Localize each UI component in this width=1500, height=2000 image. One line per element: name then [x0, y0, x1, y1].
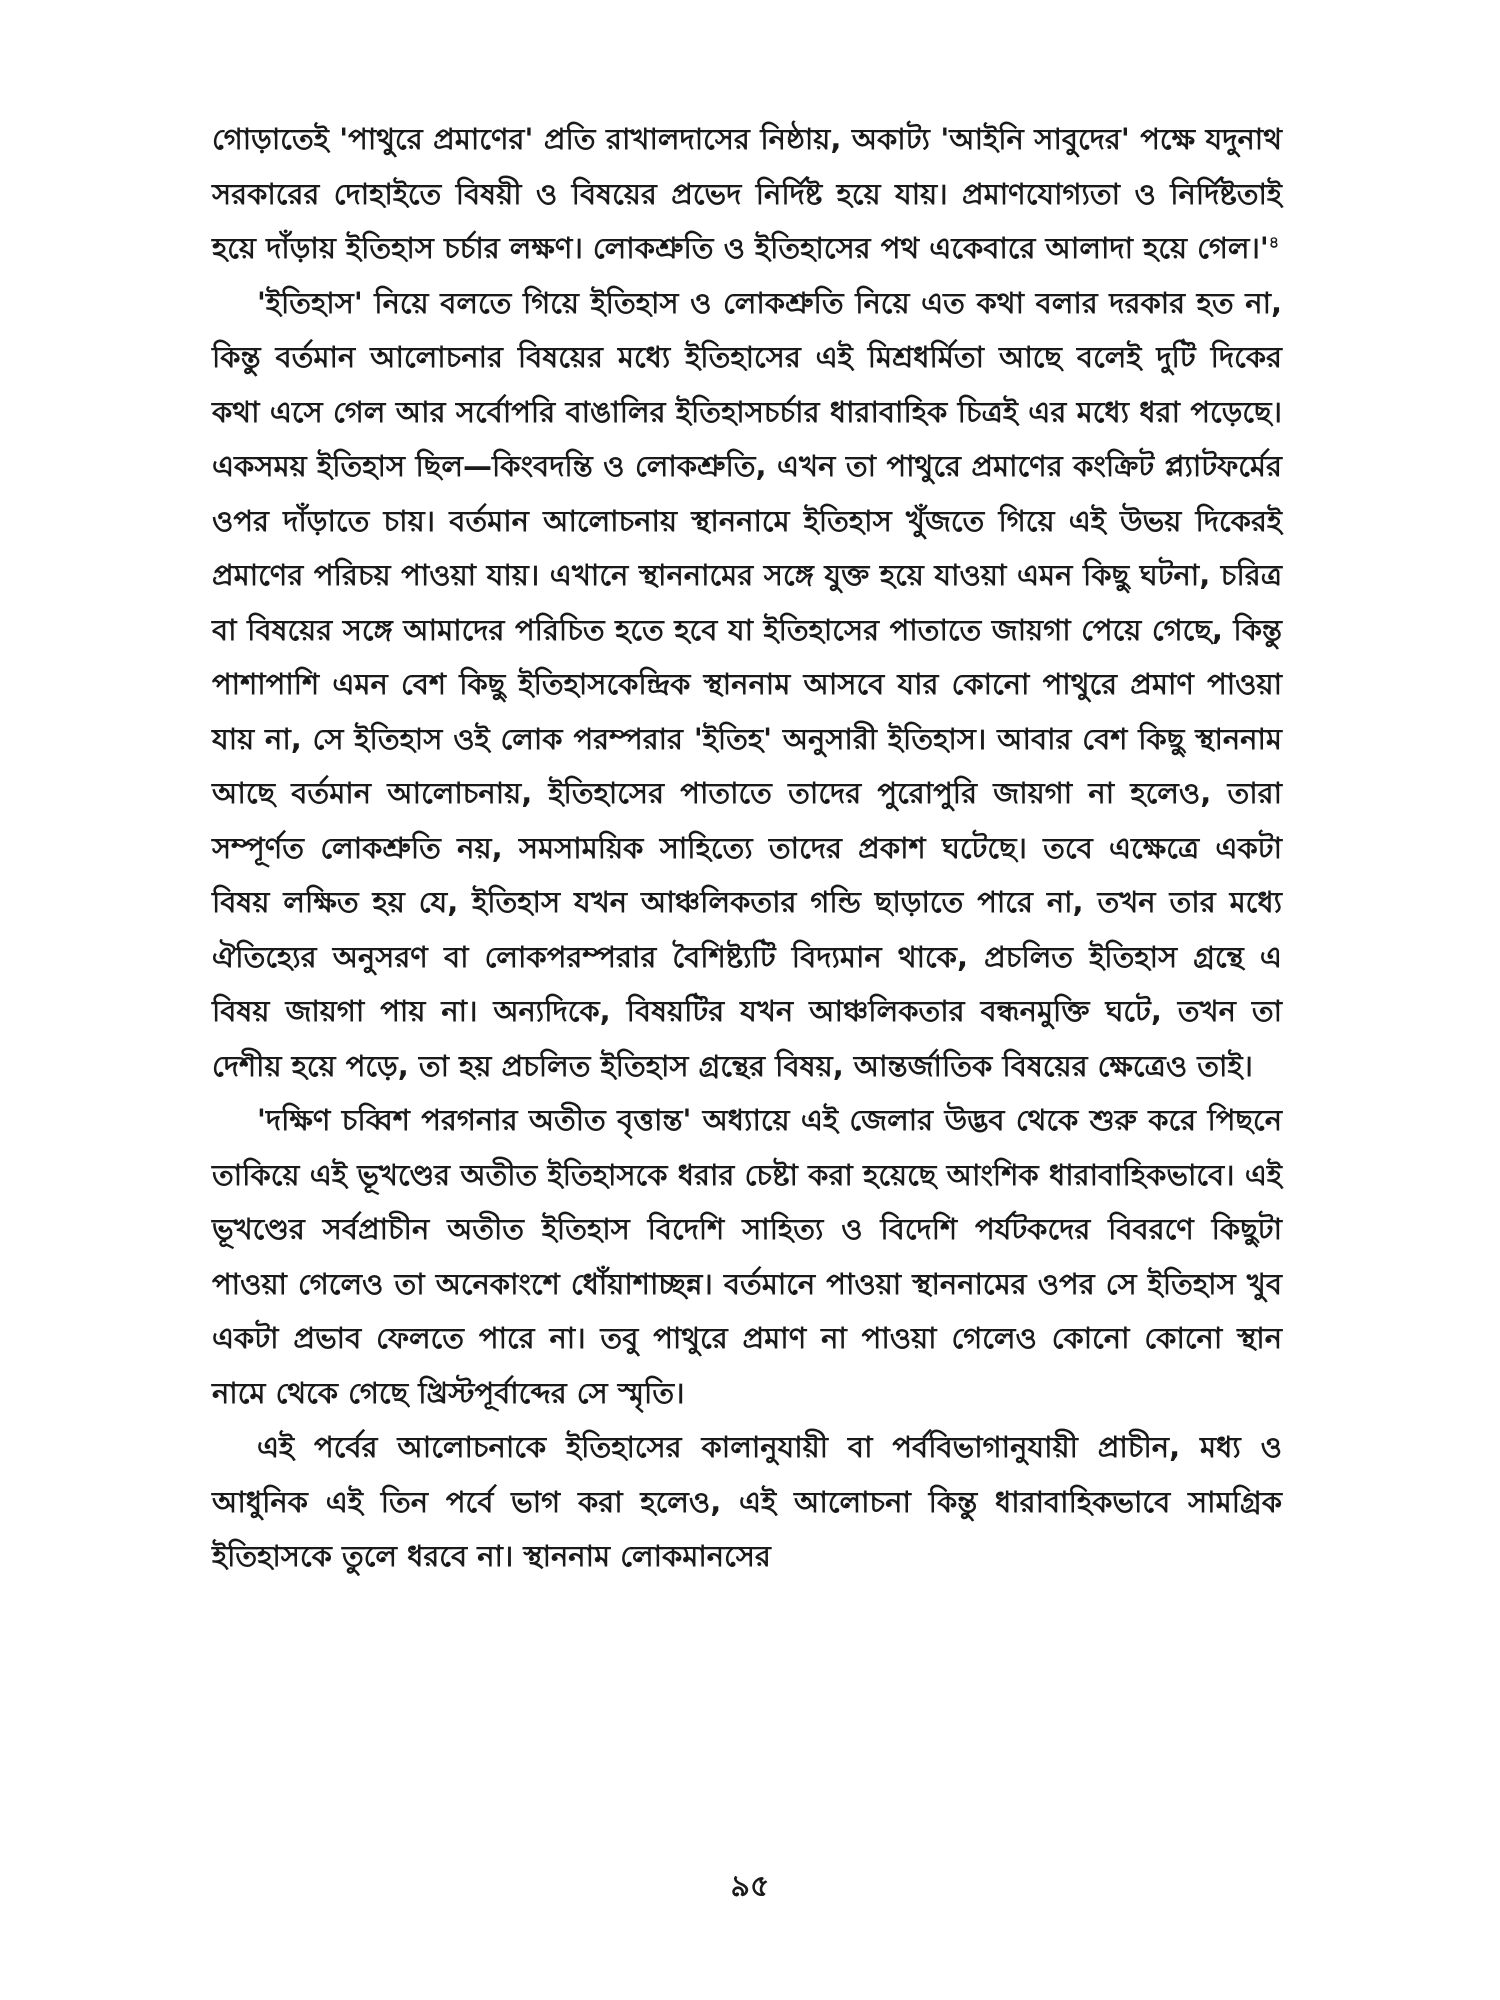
- paragraph-4-text: এই পর্বের আলোচনাকে ইতিহাসের কালানুযায়ী বা পর্ববিভাগানুযায়ী প্রাচীন, মধ্য ও আধুনিক এই তিন পর্বে ভাগ করা হলেও, এই আলোচনা কিন্তু ধারাবাহিকভাবে সামগ্রিক ইতিহাসকে তুলে ধরবে না। স্থাননাম লোকমানসের: [212, 1430, 1282, 1573]
- paragraph-2-text: 'ইতিহাস' নিয়ে বলতে গিয়ে ইতিহাস ও লোকশ্রুতি নিয়ে এত কথা বলার দরকার হত না, কিন্তু বর্তমান আলোচনার বিষয়ের মধ্যে ইতিহাসের এই মিশ্রধর্মিতা আছে বলেই দুটি দিকের কথা এসে গেল আর সর্বোপরি বাঙালির ইতিহাসচর্চার ধারাবাহিক চিত্রই এর মধ্যে ধরা পড়েছে। একসময় ইতিহাস ছিল—কিংবদন্তি ও লোকশ্রুতি, এখন তা পাথুরে প্রমাণের কংক্রিট প্ল্যাটফর্মের ওপর দাঁড়াতে চায়। বর্তমান আলোচনায় স্থাননামে ইতিহাস খুঁজতে গিয়ে এই উভয় দিকেরই প্রমাণের পরিচয় পাওয়া যায়। এখানে স্থাননামের সঙ্গে যুক্ত হয়ে যাওয়া এমন কিছু ঘটনা, চরিত্র বা বিষয়ের সঙ্গে আমাদের পরিচিত হতে হবে যা ইতিহাসের পাতাতে জায়গা পেয়ে গেছে, কিন্তু পাশাপাশি এমন বেশ কিছু ইতিহাসকেন্দ্রিক স্থাননাম আসবে যার কোনো পাথুরে প্রমাণ পাওয়া যায় না, সে ইতিহাস ওই লোক পরম্পরার 'ইতিহ' অনুসারী ইতিহাস। আবার বেশ কিছু স্থাননাম আছে বর্তমান আলোচনায়, ইতিহাসের পাতাতে তাদের পুরোপুরি জায়গা না হলেও, তারা সম্পূর্ণত লোকশ্রুতি নয়, সমসাময়িক সাহিত্যে তাদের প্রকাশ ঘটেছে। তবে এক্ষেত্রে একটা বিষয় লক্ষিত হয় যে, ইতিহাস যখন আঞ্চলিকতার গন্ডি ছাড়াতে পারে না, তখন তার মধ্যে ঐতিহ্যের অনুসরণ বা লোকপরম্পরার বৈশিষ্ট্যটি বিদ্যমান থাকে, প্রচলিত ইতিহাস গ্রন্থে এ বিষয় জায়গা পায় না। অন্যদিকে, বিষয়টির যখন আঞ্চলিকতার বন্ধনমুক্তি ঘটে, তখন তা দেশীয় হয়ে পড়ে, তা হয় প্রচলিত ইতিহাস গ্রন্থের বিষয়, আন্তর্জাতিক বিষয়ের ক্ষেত্রেও তাই।: [212, 285, 1282, 1083]
- paragraph-3: [212, 1093, 1282, 1420]
- paragraph-3-text: 'দক্ষিণ চব্বিশ পরগনার অতীত বৃত্তান্ত' অধ্যায়ে এই জেলার উদ্ভব থেকে শুরু করে পিছনে তাকিয়ে এই ভূখণ্ডের অতীত ইতিহাসকে ধরার চেষ্টা করা হয়েছে আংশিক ধারাবাহিকভাবে। এই ভূখণ্ডের সর্বপ্রাচীন অতীত ইতিহাস বিদেশি সাহিত্য ও বিদেশি পর্যটকদের বিবরণে কিছুটা পাওয়া গেলেও তা অনেকাংশে ধোঁয়াশাচ্ছন্ন। বর্তমানে পাওয়া স্থাননামের ওপর সে ইতিহাস খুব একটা প্রভাব ফেলতে পারে না। তবু পাথুরে প্রমাণ না পাওয়া গেলেও কোনো কোনো স্থান নামে থেকে গেছে খ্রিস্টপূর্বাব্দের সে স্মৃতি।: [212, 1103, 1282, 1410]
- paragraph-1-text: গোড়াতেই 'পাথুরে প্রমাণের' প্রতি রাখালদাসের নিষ্ঠায়, অকাট্য 'আইনি সাবুদের' পক্ষে যদুনাথ সরকারের দোহাইতে বিষয়ী ও বিষয়ের প্রভেদ নির্দিষ্ট হয়ে যায়। প্রমাণযোগ্যতা ও নির্দিষ্টতাই হয়ে দাঁড়ায় ইতিহাস চর্চার লক্ষণ। লোকশ্রুতি ও ইতিহাসের পথ একেবারে আলাদা হয়ে গেল।': [212, 122, 1282, 265]
- paragraph-1: [212, 112, 1282, 276]
- body-text: [212, 112, 1282, 1584]
- paragraph-4: [212, 1420, 1282, 1584]
- paragraph-2: [212, 276, 1282, 1094]
- page-number: ৯৫: [730, 1869, 770, 1904]
- footnote-marker: ৪: [1268, 232, 1280, 252]
